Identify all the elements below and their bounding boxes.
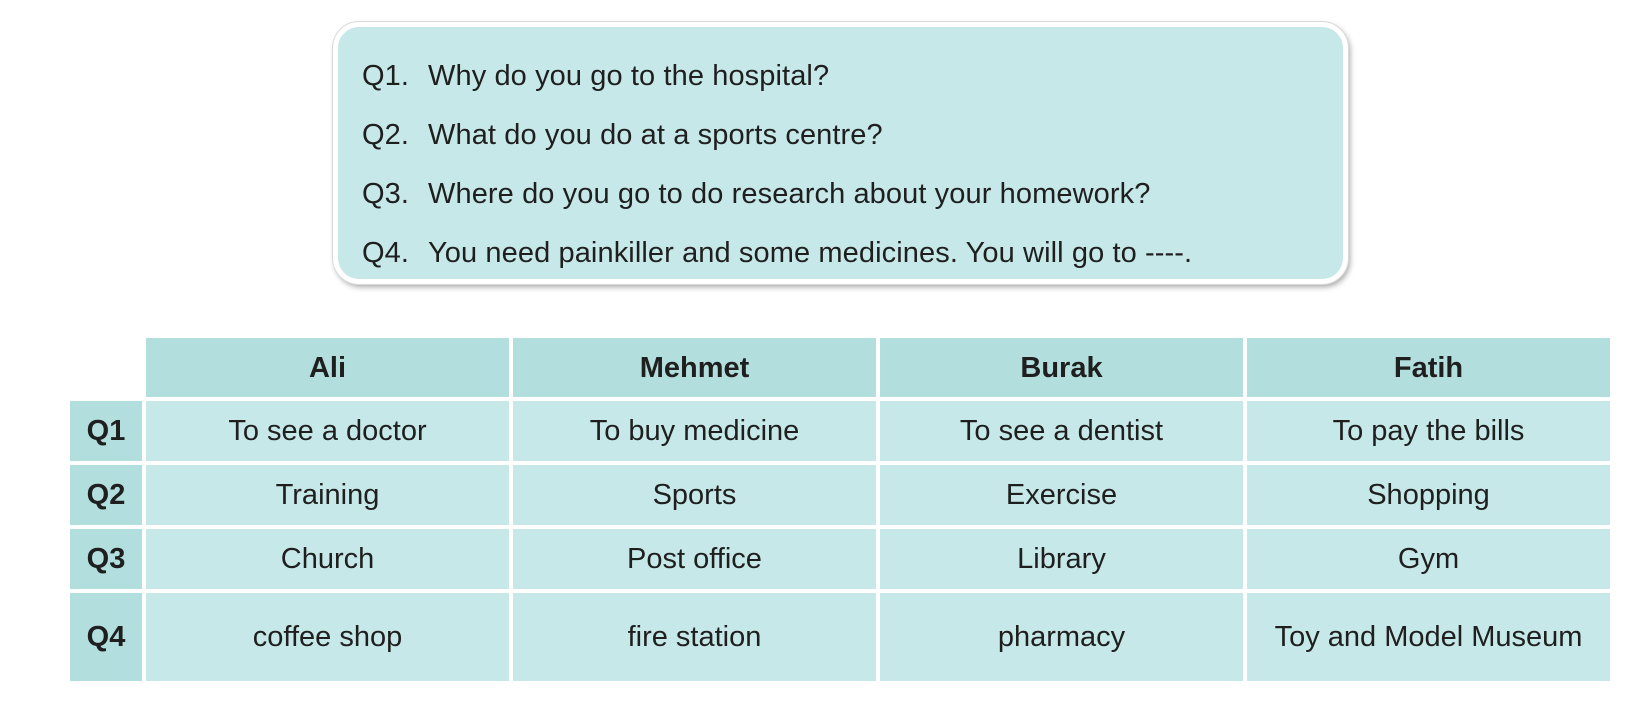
row-header-q2: Q2: [70, 465, 142, 525]
table-cell: To see a doctor: [146, 401, 509, 461]
answers-table: [66, 334, 1614, 685]
table-row: [70, 593, 1610, 681]
table-cell: fire station: [513, 593, 876, 681]
question-number: Q1.: [362, 60, 410, 92]
table-corner: [70, 338, 142, 397]
table-cell: To see a dentist: [880, 401, 1243, 461]
row-header-q1: Q1: [70, 401, 142, 461]
table-cell: Library: [880, 529, 1243, 589]
question-box: [333, 22, 1348, 284]
question-text: Why do you go to the hospital?: [428, 60, 830, 92]
table-cell: Shopping: [1247, 465, 1610, 525]
column-header-fatih: Fatih: [1247, 338, 1610, 397]
question-text: You need painkiller and some medicines. You will go to ----.: [428, 237, 1193, 269]
row-header-q4: Q4: [70, 593, 142, 681]
table-cell: pharmacy: [880, 593, 1243, 681]
question-number: Q3.: [362, 178, 410, 210]
row-header-q3: Q3: [70, 529, 142, 589]
question-number: Q4.: [362, 237, 410, 269]
table-cell: Exercise: [880, 465, 1243, 525]
column-header-burak: Burak: [880, 338, 1243, 397]
question-2: [362, 106, 1343, 165]
table-cell: coffee shop: [146, 593, 509, 681]
question-1: [362, 47, 1343, 106]
table-cell: To pay the bills: [1247, 401, 1610, 461]
table-cell: Post office: [513, 529, 876, 589]
table-cell: Sports: [513, 465, 876, 525]
table-cell: Toy and Model Museum: [1247, 593, 1610, 681]
column-header-mehmet: Mehmet: [513, 338, 876, 397]
table-header-row: [70, 338, 1610, 397]
question-4: [362, 224, 1343, 283]
table-cell: Church: [146, 529, 509, 589]
table-row: [70, 529, 1610, 589]
table-row: [70, 465, 1610, 525]
table-cell: Gym: [1247, 529, 1610, 589]
question-text: What do you do at a sports centre?: [428, 119, 883, 151]
question-3: [362, 165, 1343, 224]
table-row: [70, 401, 1610, 461]
table-cell: Training: [146, 465, 509, 525]
column-header-ali: Ali: [146, 338, 509, 397]
table-cell: To buy medicine: [513, 401, 876, 461]
question-number: Q2.: [362, 119, 410, 151]
question-text: Where do you go to do research about your homework?: [428, 178, 1151, 210]
